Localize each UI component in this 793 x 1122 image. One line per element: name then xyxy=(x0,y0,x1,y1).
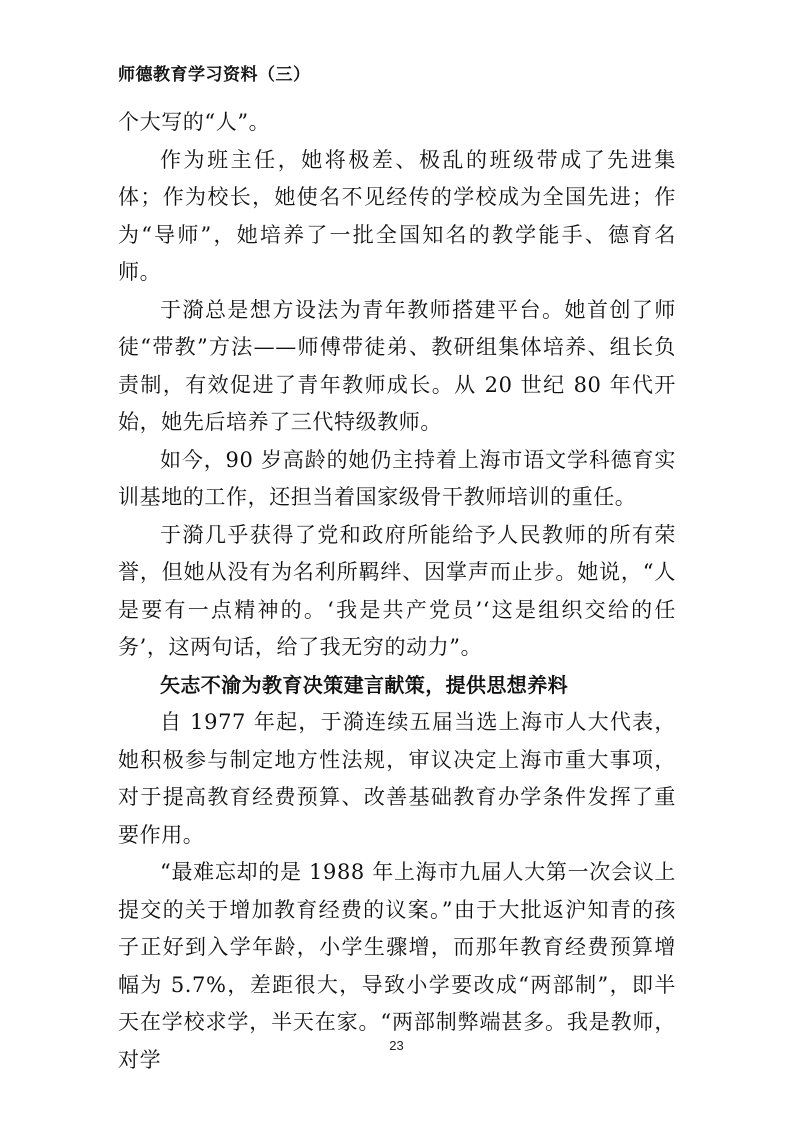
paragraph-continuation: 个大写的“人”。 xyxy=(118,110,271,134)
section-heading: 矢志不渝为教育决策建言献策，提供思想养料 xyxy=(160,672,568,697)
paragraph-npc-deputy: 自 1977 年起，于漪连续五届当选上海市人大代表，她积极参与制定地方性法规，审议决定上海市重大事项，对于提高教育经费预算、改善基础教育办学条件发挥了重要作用。 xyxy=(118,710,676,847)
paragraph-education-funding: “最难忘却的是 1988 年上海市九届人大第一次会议上提交的关于增加教育经费的议案。”由于大批返沪知青的孩子正好到入学年龄，小学生骤增，而那年教育经费预算增幅为 5.7%，差距很大，导致小学要改成“两部制”，即半天在学校求学，半天在家。“两部制弊端甚多。我是教师，对学 xyxy=(118,860,676,1072)
document-body xyxy=(118,104,676,1079)
page-number: 23 xyxy=(389,1038,404,1053)
running-header: 师德教育学习资料（三） xyxy=(118,65,311,85)
paragraph-mentoring: 于漪总是想方设法为青年教师搭建平台。她首创了师徒“带教”方法——师傅带徒弟、教研组集体培养、组长负责制，有效促进了青年教师成长。从 20 世纪 80 年代开始，她先后培养了三代特级教师。 xyxy=(118,297,676,434)
paragraph-honors: 于漪几乎获得了党和政府所能给予人民教师的所有荣誉，但她从没有为名利所羁绊、因掌声而止步。她说，“人是要有一点精神的。‘我是共产党员’‘这是组织交给的任务’，这两句话，给了我无穷的动力”。 xyxy=(118,522,676,659)
paragraph-roles: 作为班主任，她将极差、极乱的班级带成了先进集体；作为校长，她使名不见经传的学校成为全国先进；作为“导师”，她培养了一批全国知名的教学能手、德育名师。 xyxy=(118,147,676,284)
paragraph-training-base: 如今，90 岁高龄的她仍主持着上海市语文学科德育实训基地的工作，还担当着国家级骨干教师培训的重任。 xyxy=(118,447,676,509)
